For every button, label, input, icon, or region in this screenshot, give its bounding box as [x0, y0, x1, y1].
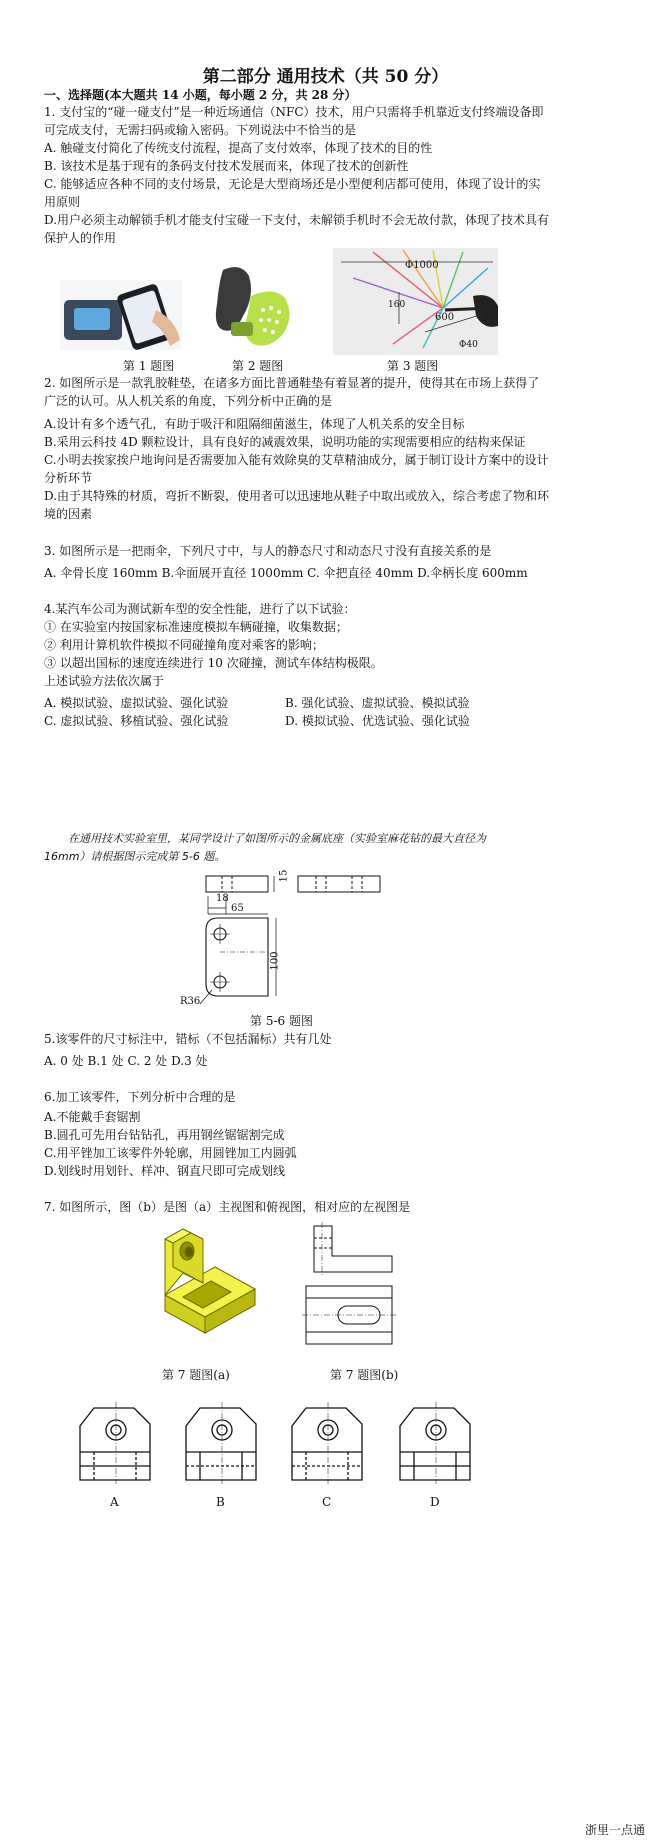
insole-piece	[231, 322, 253, 336]
q2-option-b: B.采用云科技 4D 颗粒设计，具有良好的减震效果，说明功能的实现需要相应的结构来保证	[44, 435, 526, 449]
q1-option-a: A. 触碰支付简化了传统支付流程，提高了支付效率，体现了技术的目的性	[44, 141, 433, 155]
figure-1-caption: 第 1 题图	[123, 359, 175, 373]
q4-item-2: ② 利用计算机软件模拟不同碰撞角度对乘客的影响；	[44, 638, 324, 652]
phone-payment-illustration	[60, 280, 182, 350]
figure-7b-views	[300, 1222, 400, 1352]
insole-dark	[216, 267, 251, 331]
q7-option-d-drawing	[396, 1400, 476, 1485]
q6-option-d: D.划线时用划针、样冲、钢直尺即可完成划线	[44, 1164, 286, 1178]
terminal-screen	[74, 308, 110, 330]
q7-option-b-drawing	[182, 1400, 262, 1485]
q7-option-c-drawing	[288, 1400, 368, 1485]
q4-item-3: ③ 以超出国标的速度连续进行 10 次碰撞，测试车体结构极限。	[44, 656, 383, 670]
drawing-5-6	[196, 868, 436, 1018]
q7-label-a: A	[110, 1495, 119, 1509]
figure-5-6-caption: 第 5-6 题图	[250, 1014, 313, 1028]
figure-7a-model	[145, 1225, 265, 1350]
dim-label-100: 100	[269, 951, 281, 971]
main-view	[314, 1222, 392, 1276]
dim-label-r36: R36	[180, 996, 201, 1007]
intro-56-line2: 16mm）请根据图示完成第 5-6 题。	[44, 850, 226, 863]
q1-stem-line1: 1. 支付宝的“碰一碰支付”是一种近场通信（NFC）技术，用户只需将手机靠近支付终端设备即	[44, 105, 544, 119]
figure-3-caption: 第 3 题图	[387, 359, 439, 373]
figure-7a-caption: 第 7 题图(a)	[162, 1368, 230, 1382]
q2-option-d-line1: D.由于其特殊的材质，弯折不断裂，使用者可以迅速地从鞋子中取出或放入，综合考虑了物和环	[44, 489, 550, 503]
q4-option-d: D. 模拟试验、优选试验、强化试验	[285, 714, 470, 728]
q4-ask: 上述试验方法依次属于	[44, 674, 165, 688]
q2-stem-line2: 广泛的认可。从人机关系的角度，下列分析中正确的是	[44, 394, 333, 408]
dim-label-18: 18	[216, 893, 229, 904]
q2-option-c-line1: C.小明去挨家挨户地询问是否需要加入能有效除臭的艾草精油成分，属于制订设计方案中的设计	[44, 453, 549, 467]
insole-green	[245, 291, 290, 345]
q5-options: A. 0 处 B.1 处 C. 2 处 D.3 处	[44, 1054, 208, 1068]
q5-stem: 5.该零件的尺寸标注中，错标（不包括漏标）共有几处	[44, 1032, 332, 1046]
figure-3-photo	[333, 248, 498, 355]
figure-7b-caption: 第 7 题图(b)	[330, 1368, 399, 1382]
q4-option-c: C. 虚拟试验、移植试验、强化试验	[44, 714, 229, 728]
page-title: 第二部分 通用技术（共 50 分）	[202, 67, 449, 87]
q6-option-c: C.用平锉加工该零件外轮廓，用圆锉加工内圆弧	[44, 1146, 297, 1160]
q2-option-c-line2: 分析环节	[44, 471, 93, 485]
q6-stem: 6.加工该零件，下列分析中合理的是	[44, 1090, 236, 1104]
q2-option-d-line2: 境的因素	[44, 507, 93, 521]
q1-option-d-line2: 保护人的作用	[44, 231, 117, 245]
dim-label-600: 600	[435, 312, 455, 323]
q7-label-d: D	[430, 1495, 440, 1509]
top-view-7b	[302, 1286, 396, 1344]
q1-option-c-line2: 用原则	[44, 195, 81, 209]
q3-stem: 3. 如图所示是一把雨伞，下列尺寸中，与人的静态尺寸和动态尺寸没有直接关系的是	[44, 544, 492, 558]
r36-leader	[200, 990, 212, 1004]
q1-stem-line2: 可完成支付，无需扫码或输入密码。下列说法中不恰当的是	[44, 123, 357, 137]
front-view	[206, 876, 268, 892]
q4-stem: 4.某汽车公司为测试新车型的安全性能，进行了以下试验：	[44, 602, 356, 616]
insole-illustration	[205, 262, 300, 352]
dim-label-15: 15	[278, 869, 290, 883]
q7-label-b: B	[216, 1495, 225, 1509]
q7-label-c: C	[322, 1495, 332, 1509]
q1-option-b: B. 该技术是基于现有的条码支付技术发展而来，体现了技术的创新性	[44, 159, 409, 173]
q6-option-b: B.圆孔可先用台钻钻孔，再用钢丝锯锯割完成	[44, 1128, 285, 1142]
q6-option-a: A.不能戴手套锯割	[44, 1110, 141, 1124]
section-heading: 一、选择题(本大题共 14 小题，每小题 2 分，共 28 分）	[44, 88, 357, 102]
gloved-hand	[473, 295, 498, 327]
footer-watermark: 浙里一点通	[584, 1823, 645, 1837]
figure-1-photo	[60, 280, 182, 350]
q1-option-d-line1: D.用户必须主动解锁手机才能支付宝碰一下支付，未解锁手机时不会无故付款，体现了技术具有	[44, 213, 550, 227]
isometric-part	[165, 1229, 255, 1333]
side-view	[298, 876, 380, 892]
dim-label-65: 65	[231, 903, 244, 914]
figure-2-caption: 第 2 题图	[232, 359, 284, 373]
q2-stem-line1: 2. 如图所示是一款乳胶鞋垫，在诸多方面比普通鞋垫有着显著的提升，使得其在市场上获得了	[44, 376, 540, 390]
q7-stem: 7. 如图所示，图（b）是图（a）主视图和俯视图，相对应的左视图是	[44, 1200, 411, 1214]
dim-label-40: Φ40	[459, 340, 478, 350]
q7-option-a-drawing	[76, 1400, 156, 1485]
intro-56-line1: 在通用技术实验室里，某同学设计了如图所示的金属底座（实验室麻花钻的最大直径为	[68, 832, 486, 845]
q1-option-c-line1: C. 能够适应各种不同的支付场景，无论是大型商场还是小型便利店都可使用，体现了设计的实	[44, 177, 541, 191]
q4-option-b: B. 强化试验、虚拟试验、模拟试验	[285, 696, 470, 710]
q4-item-1: ① 在实验室内按国家标准速度模拟车辆碰撞，收集数据；	[44, 620, 348, 634]
top-view	[206, 918, 268, 996]
q4-option-a: A. 模拟试验、虚拟试验、强化试验	[44, 696, 229, 710]
q3-options: A. 伞骨长度 160mm B.伞面展开直径 1000mm C. 伞把直径 40mm D.伞柄长度 600mm	[44, 566, 528, 580]
dim-label-160: 160	[388, 300, 406, 310]
dim-label-1000: Φ1000	[405, 260, 439, 271]
q2-option-a: A.设计有多个透气孔，有助于吸汗和阻隔细菌滋生，体现了人机关系的安全目标	[44, 417, 465, 431]
figure-2-photo	[205, 262, 300, 352]
